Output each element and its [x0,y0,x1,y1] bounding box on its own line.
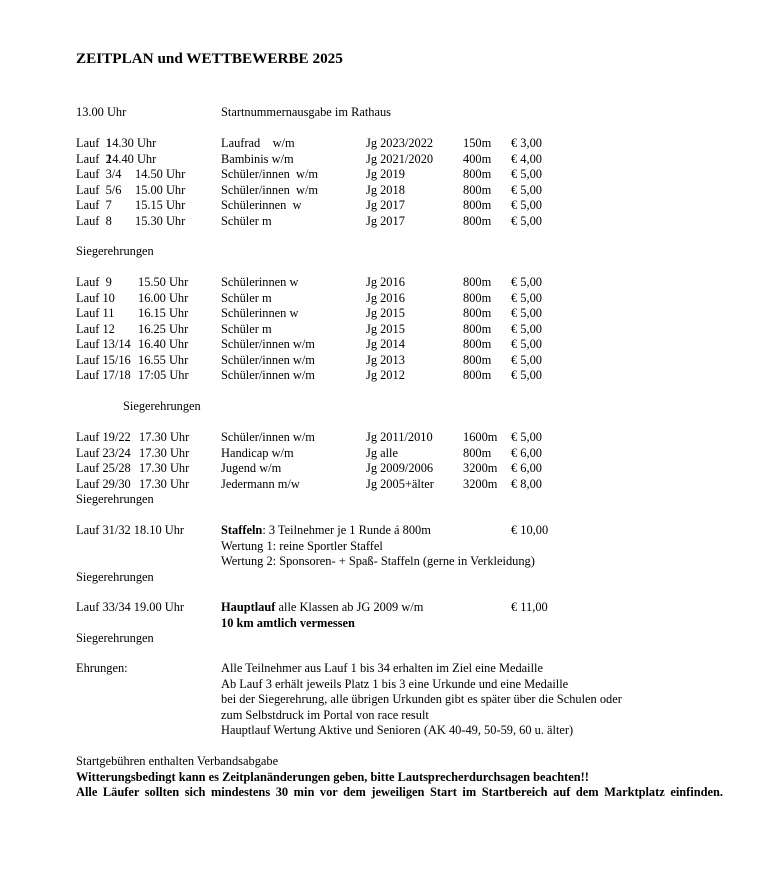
race-birth-year: Jg alle [366,445,398,460]
race-row [0,337,760,352]
race-number: Lauf 29/30 [76,476,131,491]
race-distance: 800m [463,275,492,289]
race-birth-year: Jg 2012 [366,368,405,382]
race-number: Lauf 25/28 [76,461,131,475]
relay-description [221,523,431,538]
race-category: Schüler/innen w/m [221,337,315,351]
start-numbers-row [0,105,760,120]
race-birth-year: Jg 2014 [366,337,405,351]
race-birth-year: Jg 2009/2006 [366,461,434,475]
race-time: 16.15 Uhr [138,306,189,320]
race-category: Jedermann m/w [221,476,300,491]
race-category: Bambinis w/m [221,151,294,166]
honors-line: zum Selbstdruck im Portal von race result [221,707,429,722]
relay-price: € 10,00 [511,523,549,537]
race-number: Lauf 9 [76,275,112,289]
honors-row [0,692,760,707]
race-birth-year: Jg 2015 [366,306,405,320]
race-number: Lauf 19/22 [76,430,131,444]
relay-wertung-1-text: Wertung 1: reine Sportler Staffel [221,538,383,553]
race-number: Lauf 3/4 [76,167,122,181]
race-price: € 5,00 [511,321,542,336]
race-time: 17:05 Uhr [138,368,189,382]
race-price: € 5,00 [511,290,542,305]
race-price: € 6,00 [511,461,542,475]
relay-text: : 3 Teilnehmer je 1 Runde á 800m [262,523,431,537]
relay-wertung-1 [0,539,760,554]
race-row [0,353,760,368]
race-time: 17.30 Uhr [139,461,190,475]
race-price: € 5,00 [511,337,542,351]
honors-line: Hauptlauf Wertung Aktive und Senioren (AK 40-49, 50-59, 60 u. älter) [221,723,574,737]
race-category: Schüler/innen w/m [221,182,319,197]
race-birth-year: Jg 2013 [366,352,405,367]
main-race-description [221,600,423,615]
award-ceremony-label: Siegerehrungen [123,399,201,413]
race-number: Lauf 1 [76,136,112,150]
race-distance: 800m [463,182,492,197]
race-category: Schüler/innen w/m [221,430,315,444]
race-category: Schüler/innen w/m [221,167,319,181]
race-row [0,368,760,383]
race-birth-year: Jg 2018 [366,182,405,197]
race-category: Schülerinnen w [221,275,299,289]
race-row [0,430,760,445]
race-distance: 800m [463,368,492,382]
race-row [0,322,760,337]
race-distance: 3200m [463,476,498,491]
race-birth-year: Jg 2021/2020 [366,151,434,166]
relay-wertung-2 [0,554,760,569]
race-price: € 8,00 [511,476,542,491]
race-row [0,461,760,476]
race-category: Jugend w/m [221,461,282,475]
race-number: Lauf 7 [76,198,112,212]
race-category: Schüler/innen w/m [221,368,315,382]
race-category: Schülerinnen w [221,198,302,212]
race-number: Lauf 15/16 [76,352,131,367]
race-time: 14.40 Uhr [106,151,157,166]
award-ceremony-row [0,244,760,259]
award-ceremony-row [0,570,760,585]
race-time: 14.50 Uhr [135,167,186,181]
race-number: Lauf 12 [76,321,115,336]
weather-note: Witterungsbedingt kann es Zeitplanänderungen geben, bitte Lautsprecherdurchsagen beachten!! [76,769,589,784]
race-birth-year: Jg 2017 [366,213,405,228]
award-ceremony-row [0,492,760,507]
honors-row [0,723,760,738]
race-row [0,183,760,198]
relay-wertung-2-text: Wertung 2: Sponsoren- + Spaß- Staffeln (gerne in Verkleidung) [221,554,535,568]
race-price: € 5,00 [511,275,542,289]
race-price: € 4,00 [511,151,542,166]
race-row [0,152,760,167]
race-distance: 800m [463,306,492,320]
race-birth-year: Jg 2015 [366,321,405,336]
race-row [0,275,760,290]
race-category: Schüler m [221,213,272,228]
race-birth-year: Jg 2005+älter [366,476,434,491]
award-ceremony-label: Siegerehrungen [76,569,154,584]
start-numbers-text: Startnummernausgabe im Rathaus [221,105,391,119]
main-race-number: Lauf 33/34 19.00 Uhr [76,600,185,614]
main-race-label: Hauptlauf [221,600,276,614]
race-distance: 800m [463,321,492,336]
race-distance: 800m [463,198,492,212]
race-price: € 5,00 [511,430,542,444]
relay-label: Staffeln [221,523,263,537]
race-birth-year: Jg 2016 [366,290,405,305]
race-time: 14.30 Uhr [106,136,157,150]
race-price: € 5,00 [511,352,542,367]
race-distance: 800m [463,290,492,305]
race-time: 16.40 Uhr [138,337,189,351]
race-birth-year: Jg 2017 [366,198,405,212]
race-number: Lauf 8 [76,213,112,228]
race-birth-year: Jg 2019 [366,167,405,181]
race-price: € 6,00 [511,445,542,460]
race-category: Schüler m [221,321,272,336]
start-area-note: Alle Läufer sollten sich mindestens 30 min vor dem jeweiligen Start im Startbereich auf dem Marktplatz einfinden. [76,785,723,799]
race-time: 16.00 Uhr [138,290,189,305]
race-price: € 5,00 [511,182,542,197]
main-race-measured: 10 km amtlich vermessen [221,615,355,630]
race-row [0,167,760,182]
race-price: € 5,00 [511,306,542,320]
race-distance: 400m [463,151,492,166]
race-distance: 800m [463,213,492,228]
race-birth-year: Jg 2011/2010 [366,430,433,444]
race-distance: 800m [463,445,492,460]
main-race-line2 [0,616,760,631]
race-time: 17.30 Uhr [139,445,190,460]
honors-line: Alle Teilnehmer aus Lauf 1 bis 34 erhalten im Ziel eine Medaille [221,661,543,675]
race-distance: 800m [463,337,492,351]
race-time: 17.30 Uhr [139,430,190,444]
race-time: 15.00 Uhr [135,182,186,197]
race-category: Schüler m [221,290,272,305]
race-birth-year: Jg 2023/2022 [366,136,434,150]
award-ceremony-label: Siegerehrungen [76,631,154,645]
race-price: € 5,00 [511,198,542,212]
race-row [0,136,760,151]
race-time: 16.55 Uhr [138,352,189,367]
race-number: Lauf 2 [76,151,112,166]
main-race-row [0,600,760,615]
honors-row [0,661,760,676]
honors-label: Ehrungen: [76,661,128,675]
race-number: Lauf 5/6 [76,182,122,197]
honors-line: bei der Siegerehrung, alle übrigen Urkunden gibt es später über die Schulen oder [221,692,622,706]
race-number: Lauf 23/24 [76,445,131,460]
race-price: € 3,00 [511,136,542,150]
race-row [0,291,760,306]
race-time: 15.30 Uhr [135,213,186,228]
race-distance: 3200m [463,461,498,475]
race-time: 17.30 Uhr [139,476,190,491]
race-distance: 800m [463,352,492,367]
award-ceremony-label: Siegerehrungen [76,492,154,506]
race-category: Handicap w/m [221,445,294,460]
honors-row [0,677,760,692]
race-row [0,306,760,321]
race-number: Lauf 13/14 [76,337,131,351]
race-price: € 5,00 [511,368,542,382]
race-category: Schülerinnen w [221,306,299,320]
honors-row [0,708,760,723]
race-category: Laufrad w/m [221,136,295,150]
race-price: € 5,00 [511,167,542,181]
award-ceremony-row [0,631,760,646]
honors-line: Ab Lauf 3 erhält jeweils Platz 1 bis 3 eine Urkunde und eine Medaille [221,676,569,691]
race-time: 15.15 Uhr [135,198,186,212]
race-row [0,214,760,229]
race-number: Lauf 11 [76,306,115,320]
race-time: 15.50 Uhr [138,275,189,289]
race-category: Schüler/innen w/m [221,352,315,367]
page-title: ZEITPLAN und WETTBEWERBE 2025 [76,50,343,67]
race-distance: 800m [463,167,492,181]
race-price: € 5,00 [511,213,542,228]
main-race-text: alle Klassen ab JG 2009 w/m [275,600,424,614]
relay-row [0,523,760,538]
race-distance: 150m [463,136,492,150]
fees-note: Startgebühren enthalten Verbandsabgabe [76,754,279,768]
race-time: 16.25 Uhr [138,321,189,336]
race-row [0,198,760,213]
main-race-price: € 11,00 [511,600,548,614]
race-row [0,446,760,461]
race-number: Lauf 10 [76,290,115,305]
award-ceremony-label: Siegerehrungen [76,244,154,258]
race-birth-year: Jg 2016 [366,275,405,289]
start-numbers-time: 13.00 Uhr [76,105,127,119]
award-ceremony-row [0,399,760,414]
race-row [0,477,760,492]
race-distance: 1600m [463,430,498,444]
relay-race-number: Lauf 31/32 18.10 Uhr [76,523,185,537]
race-number: Lauf 17/18 [76,368,131,382]
